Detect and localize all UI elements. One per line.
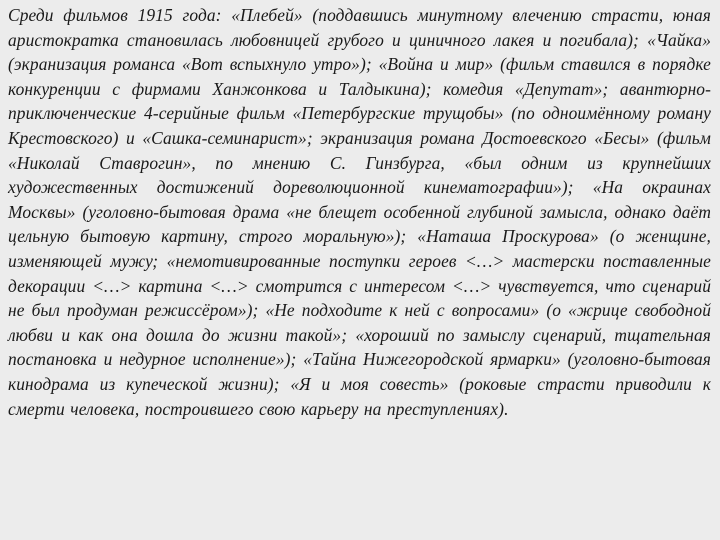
body-paragraph: Среди фильмов 1915 года: «Плебей» (поддавшись минутному влечению страсти, юная аристократка становилась любовницей грубого и циничного лакея и погибала); «Чайка» (экранизация романса «Вот вспыхнуло утро»); «Война и мир» (фильм ставился в порядке конкуренции с фирмами Ханжонкова и Талдыкина); комедия «Депутат»; авантюрно-приключенческие 4-серийные фильм «Петербургские трущобы» (по одноимённому роману Крестовского) и «Сашка-семинарист»; экранизация романа Достоевского «Бесы» (фильм «Николай Ставрогин», по мнению С. Гинзбурга, «был одним из крупнейших художественных достижений дореволюционной кинематографии»); «На окраинах Москвы» (уголовно-бытовая драма «не блещет особенной глубиной замысла, однако даёт цельную бытовую картину, строго моральную»); «Наташа Проскурова» (о женщине, изменяющей мужу; «немотивированные поступки героев <…> мастерски поставленные декорации <…> картина <…> смотрится с интересом <…> чувствуется, что сценарий не был продуман режиссёром»); «Не подходите к ней с вопросами» (о «жрице свободной любви и как она дошла до жизни такой»; «хороший по замыслу сценарий, тщательная постановка и недурное исполнение»); «Тайна Нижегородской ярмарки» (уголовно-бытовая кинодрама из купеческой жизни); «Я и моя совесть» (роковые страсти приводили к смерти человека, построившего свою карьеру на преступлениях). xyxy=(8,5,711,419)
